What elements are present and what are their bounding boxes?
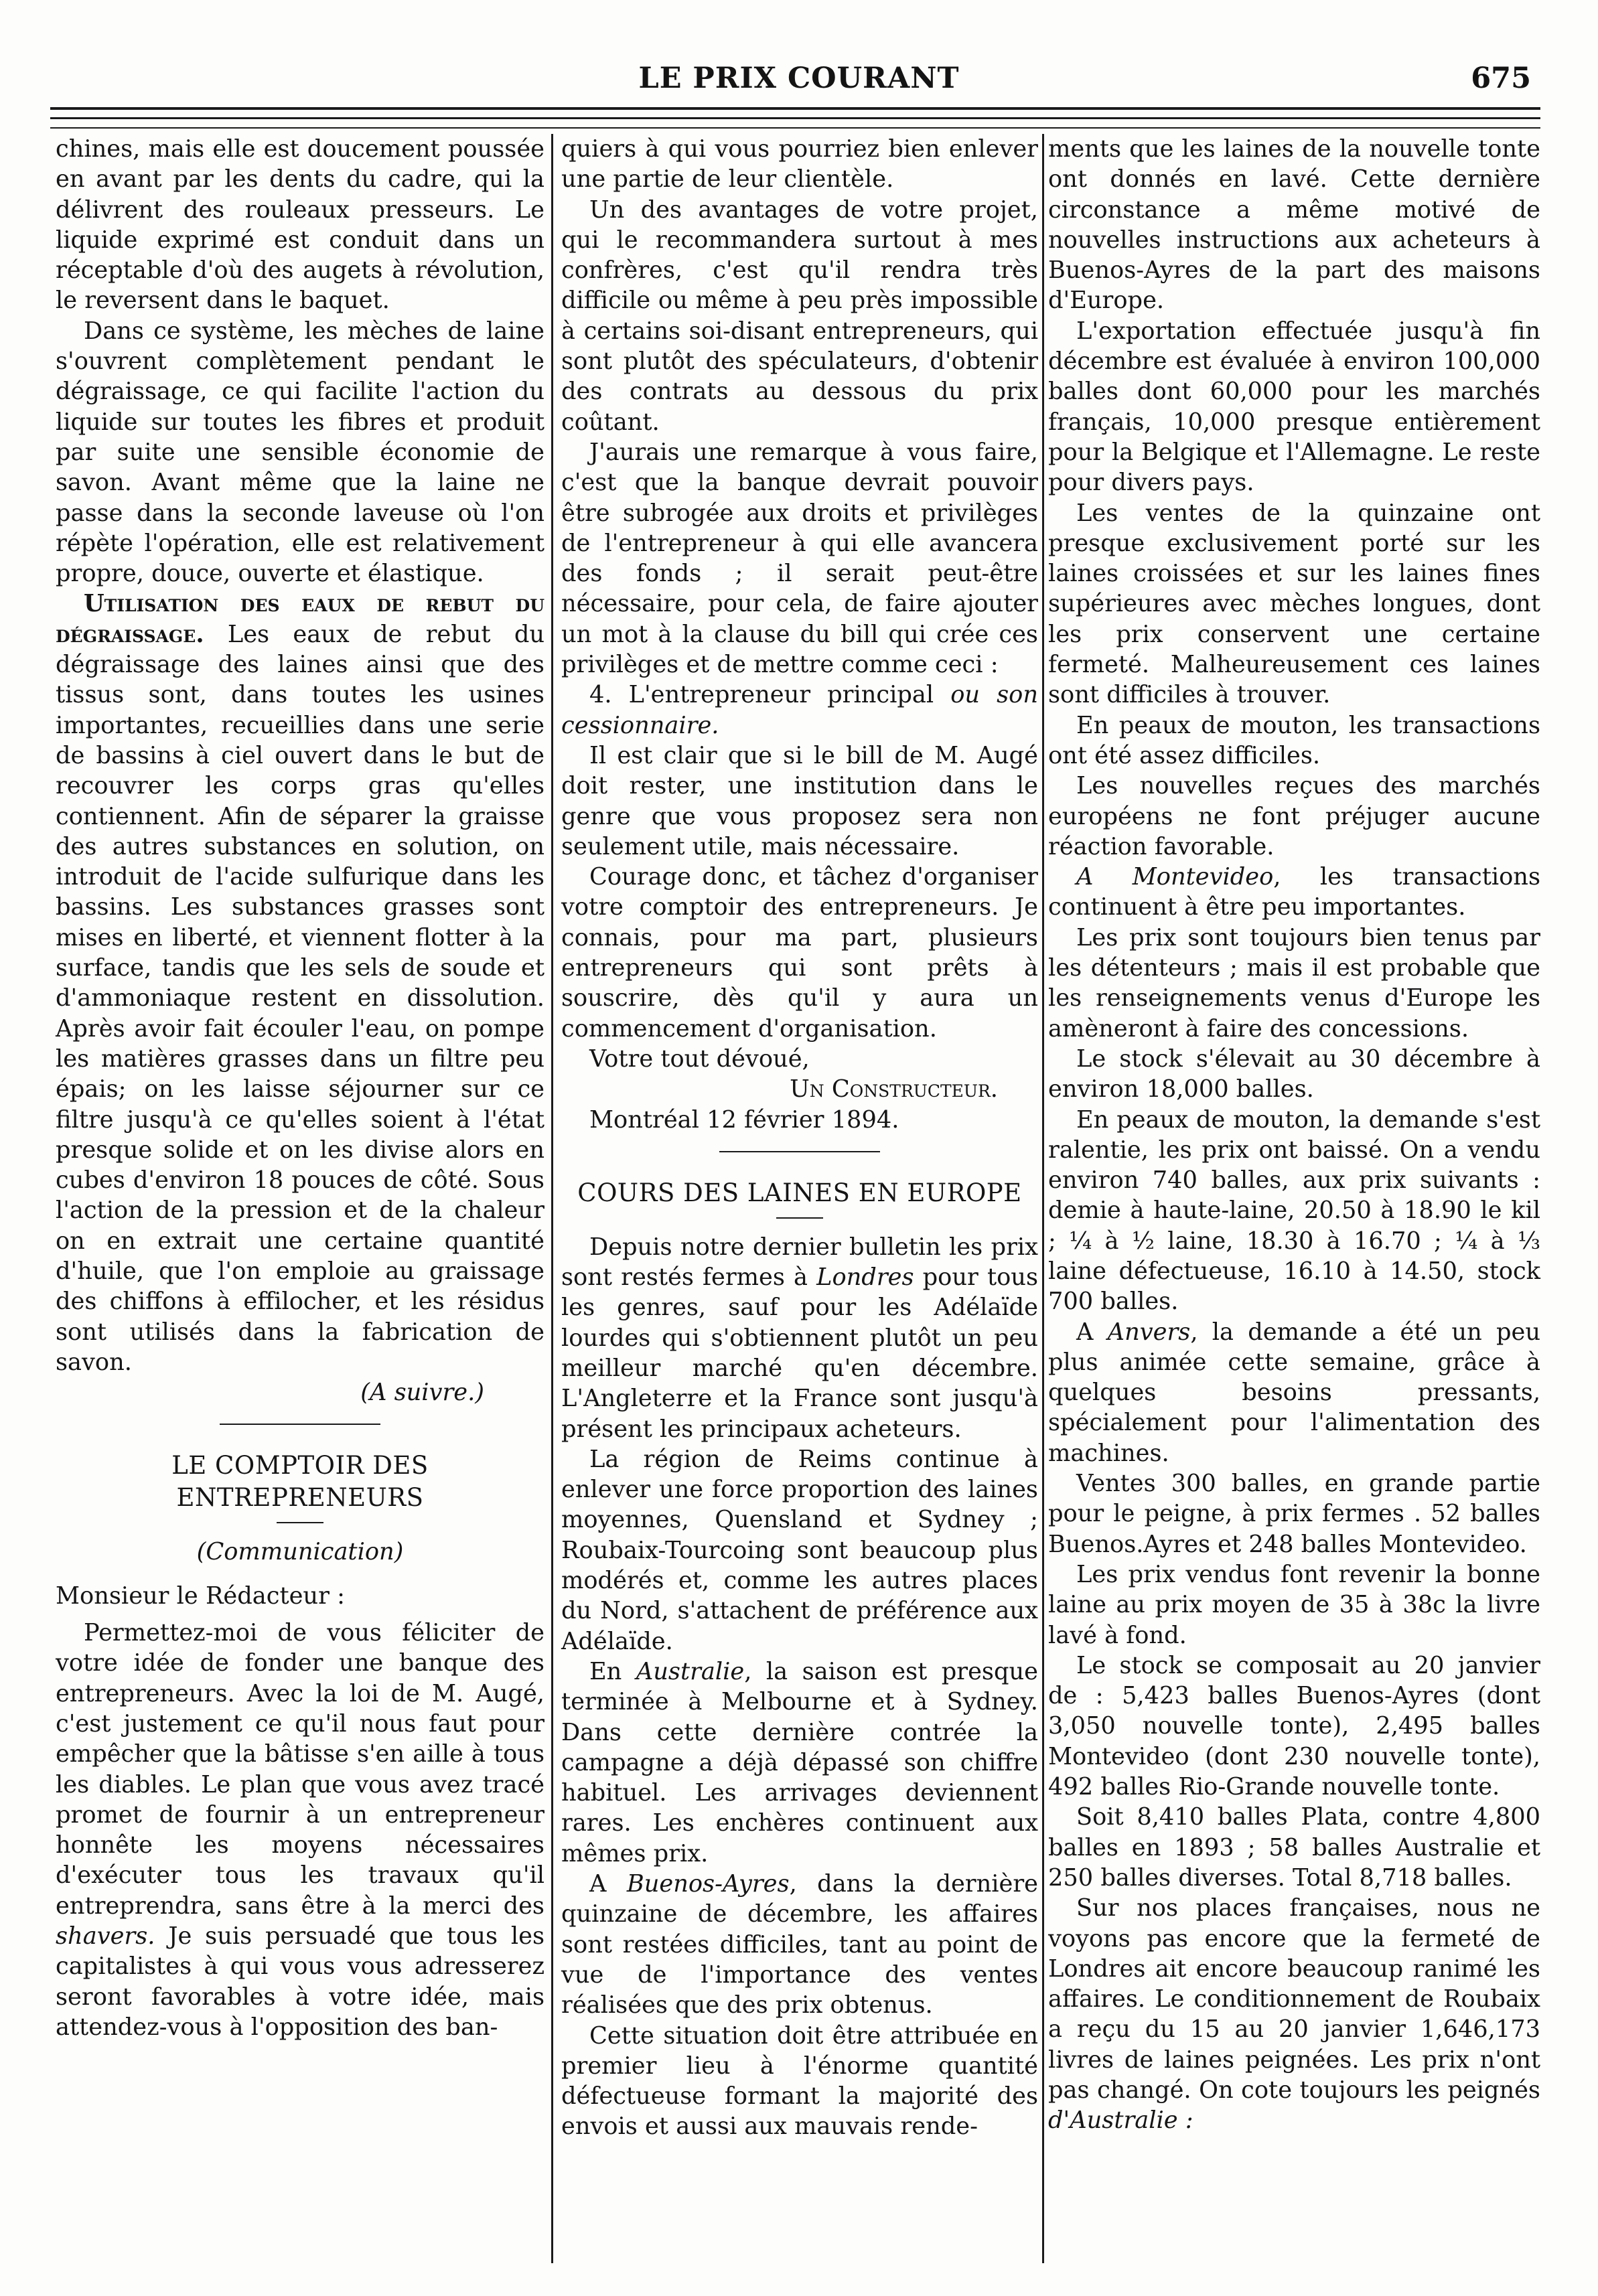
paragraph: Dans ce système, les mèches de laine s'ouvrent complètement pendant le dégraissage, ce qui facilite l'action du liquide sur toutes les fibres et produit par suite une sensible économie de savon. Avant même que la laine ne passe dans la seconde laveuse où l'on répète l'opération, elle est relativement propre, douce, ouverte et élastique. (56, 317, 544, 588)
paragraph (1048, 1317, 1540, 1468)
column-1 (56, 134, 544, 2042)
column-3 (1048, 134, 1540, 2136)
paragraph-text: En (589, 1657, 622, 1685)
paragraph: Le stock s'élevait au 30 décembre à environ 18,000 balles. (1048, 1045, 1540, 1103)
paragraph-text: Les eaux de rebut du dégraissage des laines ainsi que des tissus sont, dans toutes les usines importantes, recueillies dans une serie de bassins à ciel ouvert dans le but de recouvrer les corps gras qu'elles contiennent. Afin de séparer la graisse des autres substances en solution, on introduit de l'acide sulfurique dans les bassins. Les substances grasses sont mises en liberté, et viennent flotter à la surface, tandis que les sels de soude et d'ammoniaque restent en dissolution. Après avoir fait écouler l'eau, on pompe les matières grasses dans un filtre peu épais; on les laisse séjourner sur ce filtre jusqu'à ce qu'elles soient à l'état presque solide et on les divise alors en cubes d'environ 18 pouces de côté. Sous l'action de la pression et de la chaleur on en extrait une certaine quantité d'huile, que l'on emploie au graissage des chiffons à effilocher, et les résidus sont utilisés dans la fabrication de savon. (56, 620, 545, 1376)
paragraph-text: Je suis persuadé que tous les capitalistes à qui vous vous adresserez seront favorables à votre idée, mais attendez-vous à l'opposition des ban- (56, 1922, 545, 2041)
section-title: COURS DES LAINES EN EUROPE (577, 1178, 1022, 1207)
section-subtitle: (Communication) (196, 1538, 404, 1566)
paragraph: L'exportation effectuée jusqu'à fin décembre est évaluée à environ 100,000 balles dont 60,000 pour les marchés français, 10,000 presque entièrement pour la Belgique et l'Allemagne. Le reste pour divers pays. (1048, 317, 1540, 497)
subheading: Utilisation des eaux de rebut du dégraissage. (56, 590, 544, 648)
dateline: Montréal 12 février 1894. (589, 1105, 899, 1134)
paragraph (561, 1232, 1038, 1444)
closing: Votre tout dévoué, (589, 1045, 810, 1073)
paragraph-text: Sur nos places françaises, nous ne voyons pas encore que la fermeté de Londres ait encore beaucoup ranimé les affaires. Le conditionnement de Roubaix a reçu du 15 au 20 janvier 1,646,173 livres de laines peignées. Les prix n'ont pas changé. On cote toujours les peignés (1048, 1894, 1540, 2104)
to-follow-note: (A suivre.) (360, 1379, 484, 1407)
running-title: LE PRIX COURANT (638, 62, 960, 95)
paragraph (56, 1618, 544, 2042)
title-rule (277, 1522, 323, 1523)
paragraph: ments que les laines de la nouvelle tonte ont donnés en lavé. Cette dernière circonstance a même motivé de nouvelles instructions aux acheteurs à Buenos-Ayres de la part des maisons d'Europe. (1048, 135, 1540, 315)
column-divider (551, 134, 553, 2263)
salutation: Monsieur le Rédacteur : (56, 1582, 345, 1610)
paragraph: Il est clair que si le bill de M. Augé doit rester, une institution dans le genre que vous proposez sera non seulement utile, mais nécessaire. (561, 741, 1038, 860)
separator-ornament (56, 1407, 544, 1438)
paragraph (56, 589, 544, 1377)
title-rule (776, 1217, 823, 1219)
paragraph: Le stock se composait au 20 janvier de : 5,423 balles Buenos-Ayres (dont 3,050 nouvelle tonte), 2,495 balles Montevideo (dont 230 nouvelle tonte), 492 balles Rio-Grande nouvelle tonte. (1048, 1651, 1540, 1801)
paragraph (561, 1657, 1038, 1869)
paragraph: J'aurais une remarque à vous faire, c'est que la banque devrait pouvoir être subrogée aux droits et privilèges de l'entrepreneur à qui elle avancera des fonds ; il serait peut-être nécessaire, pour cela, de faire ajouter un mot à la clause du bill qui crée ces privilèges et de mettre comme ceci : (561, 438, 1038, 679)
paragraph (561, 680, 1038, 741)
paragraph (1048, 1893, 1540, 2135)
paragraph (1048, 862, 1540, 923)
paragraph-text: , les transactions continuent à être peu importantes. (1048, 863, 1540, 921)
paragraph: chines, mais elle est doucement poussée en avant par les dents du cadre, qui la délivrent des rouleaux presseurs. Le liquide exprimé est conduit dans un réceptable d'où des augets à révolution, le reversent dans le baquet. (56, 135, 544, 315)
italic-term: Anvers (1107, 1318, 1191, 1346)
paragraph-text: pour tous les genres, sauf pour les Adélaïde lourdes qui s'obtiennent plutôt un peu meilleur marché qu'en décembre. L'Angleterre et la France sont jusqu'à présent les principaux acheteurs. (561, 1264, 1038, 1443)
paragraph-text: A (1076, 1318, 1094, 1346)
paragraph: En peaux de mouton, les transactions ont été assez difficiles. (1048, 711, 1540, 769)
paragraph: Les nouvelles reçues des marchés européens ne font préjuger aucune réaction favorable. (1048, 772, 1540, 860)
header-rule (50, 127, 1540, 129)
paragraph: Cette situation doit être attribuée en premier lieu à l'énorme quantité défectueuse formant la majorité des envois et aussi aux mauvais rende- (561, 2021, 1038, 2141)
paragraph: Courage donc, et tâchez d'organiser votre comptoir des entrepreneurs. Je connais, pour ma part, plusieurs entrepreneurs qui sont prêts à souscrire, dès qu'il y aura un commencement d'organisation. (561, 863, 1038, 1043)
header-rule (50, 117, 1540, 119)
italic-term: shavers. (56, 1922, 155, 1950)
column-divider (1042, 134, 1044, 2263)
paragraph: En peaux de mouton, la demande s'est ralentie, les prix ont baissé. On a vendu environ 740 balles, aux prix suivants : demie à haute-laine, 20.50 à 18.90 le kil ; ¼ à ½ laine, 18.30 à 16.70 ; ¼ à ⅓ laine défectueuse, 16.10 à 14.50, stock 700 balles. (1048, 1105, 1540, 1316)
paragraph (561, 1869, 1038, 2020)
signature: Un Constructeur. (790, 1075, 998, 1103)
italic-term: ou son cessionnaire. (561, 681, 1038, 739)
italic-term: Buenos-Ayres (626, 1870, 790, 1898)
paragraph-text: , la saison est presque terminée à Melbourne et à Sydney. Dans cette dernière contrée la campagne a déjà dépassé son chiffre habituel. Les arrivages deviennent rares. Les enchères continuent aux mêmes prix. (561, 1657, 1038, 1867)
paragraph-text: A (589, 1870, 607, 1898)
paragraph-text: , dans la dernière quinzaine de décembre, les affaires sont restées difficiles, tant au point de vue de l'importance des ventes réalisées que des prix obtenus. (561, 1870, 1039, 2019)
paragraph-text: 4. L'entrepreneur principal (589, 681, 934, 709)
paragraph: Les prix sont toujours bien tenus par les détenteurs ; mais il est probable que les renseignements venus d'Europe les amèneront à faire des concessions. (1048, 923, 1540, 1043)
paragraph-text: Depuis notre dernier bulletin les prix sont restés fermes à (561, 1233, 1038, 1292)
separator-ornament (561, 1135, 1038, 1165)
column-2 (561, 134, 1038, 2142)
header-rule (50, 107, 1540, 110)
italic-term: Australie (636, 1657, 745, 1685)
page-number: 675 (1471, 62, 1531, 95)
paragraph: Ventes 300 balles, en grande partie pour le peigne, à prix fermes . 52 balles Buenos.Ayres et 248 balles Montevideo. (1048, 1470, 1540, 1558)
paragraph: Les ventes de la quinzaine ont presque exclusivement porté sur les laines croissées et sur les laines fines supérieures avec mèches longues, dont les prix conservent une certaine fermeté. Malheureusement ces laines sont difficiles à trouver. (1048, 499, 1540, 709)
italic-term: Londres (816, 1264, 914, 1292)
paragraph: quiers à qui vous pourriez bien enlever une partie de leur clientèle. (561, 135, 1038, 194)
paragraph-text: , la demande a été un peu plus animée cette semaine, grâce à quelques besoins pressants, spécialement pour l'alimentation des machines. (1048, 1318, 1540, 1467)
italic-term: d'Australie : (1048, 2107, 1193, 2135)
italic-term: A Montevideo (1076, 863, 1274, 891)
paragraph: Les prix vendus font revenir la bonne laine au prix moyen de 35 à 38c la livre lavé à fond. (1048, 1560, 1540, 1649)
paragraph-text: Permettez-moi de vous féliciter de votre idée de fonder une banque des entrepreneurs. Avec la loi de M. Augé, c'est justement ce qu'il nous faut pour empêcher que la bâtisse s'en aille à tous les diables. Le plan que vous avez tracé promet de fournir à un entrepreneur honnête les moyens nécessaires d'exécuter tous les travaux qu'il entreprendra, sans être à la merci des (56, 1619, 544, 1920)
section-title: LE COMPTOIR DES ENTREPRENEURS (171, 1451, 429, 1513)
paragraph: Soit 8,410 balles Plata, contre 4,800 balles en 1893 ; 58 balles Australie et 250 balles diverses. Total 8,718 balles. (1048, 1803, 1540, 1892)
page-header (0, 62, 1598, 102)
paragraph: Un des avantages de votre projet, qui le recommandera surtout à mes confrères, c'est qu'il rendra très difficile ou même à peu près impossible à certains soi-disant entrepreneurs, qui sont plutôt des spéculateurs, d'obtenir des contrats au dessous du prix coûtant. (561, 196, 1038, 436)
paragraph: La région de Reims continue à enlever une force proportion des laines moyennes, Quensland et Sydney ; Roubaix-Tourcoing sont beaucoup plus modérés et, comme les autres places du Nord, s'attachent de préférence aux Adélaïde. (561, 1445, 1038, 1655)
